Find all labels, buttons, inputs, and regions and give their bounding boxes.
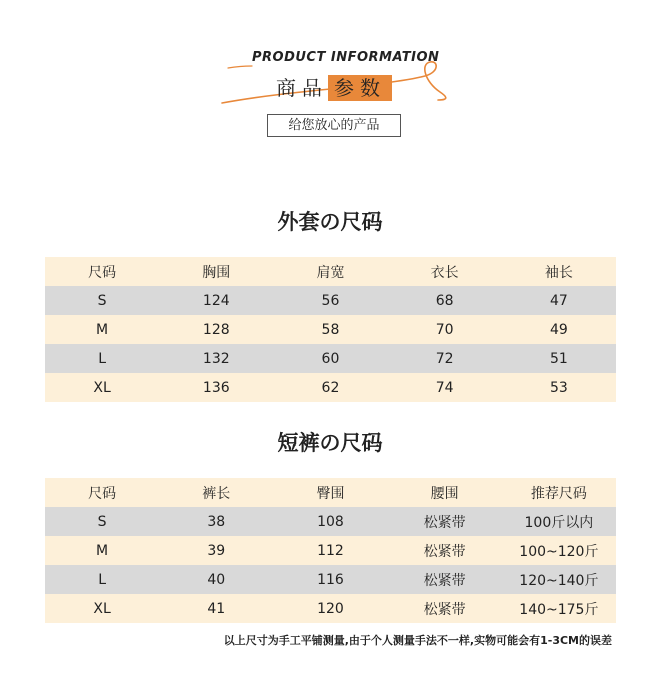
table-cell: 松紧带	[388, 507, 502, 536]
table-cell: 38	[159, 507, 273, 536]
table-cell: 120~140斤	[502, 565, 616, 594]
header-cell: 尺码	[45, 478, 159, 507]
table-cell: XL	[45, 373, 159, 402]
table-header-row	[45, 478, 616, 507]
table-cell: 58	[273, 315, 387, 344]
header-cell: 衣长	[388, 257, 502, 286]
table-cell: S	[45, 507, 159, 536]
table-cell: 松紧带	[388, 565, 502, 594]
table-cell: 120	[273, 594, 387, 623]
header-cell: 臀围	[273, 478, 387, 507]
tagline-box: 给您放心的产品	[267, 114, 401, 137]
header-cell: 裤长	[159, 478, 273, 507]
table-cell: 128	[159, 315, 273, 344]
table-cell: 47	[502, 286, 616, 315]
table-cell: 60	[273, 344, 387, 373]
table-cell: S	[45, 286, 159, 315]
table-cell: 100~120斤	[502, 536, 616, 565]
shorts-section-title: 短裤の尺码	[277, 431, 383, 455]
table-cell: 56	[273, 286, 387, 315]
table-cell: 51	[502, 344, 616, 373]
table-cell: 72	[388, 344, 502, 373]
table-cell: M	[45, 536, 159, 565]
table-cell: 松紧带	[388, 536, 502, 565]
table-row	[45, 315, 616, 344]
table-cell: 39	[159, 536, 273, 565]
table-cell: 100斤以内	[502, 507, 616, 536]
table-row	[45, 536, 616, 565]
chinese-title-accent: 参数	[328, 75, 392, 101]
chinese-title-plain: 商品	[276, 76, 328, 100]
table-cell: 108	[273, 507, 387, 536]
table-row	[45, 594, 616, 623]
shorts-size-table	[45, 478, 616, 623]
table-header-row	[45, 257, 616, 286]
table-cell: 53	[502, 373, 616, 402]
table-cell: 74	[388, 373, 502, 402]
header-cell: 推荐尺码	[502, 478, 616, 507]
header-cell: 肩宽	[273, 257, 387, 286]
table-cell: 70	[388, 315, 502, 344]
table-cell: 68	[388, 286, 502, 315]
table-cell: 124	[159, 286, 273, 315]
measurement-note: 以上尺寸为手工平铺测量,由于个人测量手法不一样,实物可能会有1-3CM的误差	[223, 634, 612, 647]
header-cell: 尺码	[45, 257, 159, 286]
table-cell: 140~175斤	[502, 594, 616, 623]
table-cell: L	[45, 565, 159, 594]
table-row	[45, 565, 616, 594]
table-cell: 49	[502, 315, 616, 344]
table-cell: 112	[273, 536, 387, 565]
table-cell: 40	[159, 565, 273, 594]
table-row	[45, 507, 616, 536]
product-info-header	[0, 0, 660, 150]
table-cell: 41	[159, 594, 273, 623]
header-cell: 胸围	[159, 257, 273, 286]
jacket-size-table	[45, 257, 616, 402]
table-row	[45, 373, 616, 402]
table-cell: 松紧带	[388, 594, 502, 623]
english-title: PRODUCT INFORMATION	[252, 50, 440, 65]
table-cell: 116	[273, 565, 387, 594]
chinese-title	[276, 75, 392, 101]
table-cell: M	[45, 315, 159, 344]
header-cell: 腰围	[388, 478, 502, 507]
table-row	[45, 344, 616, 373]
table-row	[45, 286, 616, 315]
jacket-section-title: 外套の尺码	[277, 210, 383, 234]
table-cell: XL	[45, 594, 159, 623]
header-cell: 袖长	[502, 257, 616, 286]
table-cell: 62	[273, 373, 387, 402]
table-cell: 132	[159, 344, 273, 373]
table-cell: L	[45, 344, 159, 373]
table-cell: 136	[159, 373, 273, 402]
